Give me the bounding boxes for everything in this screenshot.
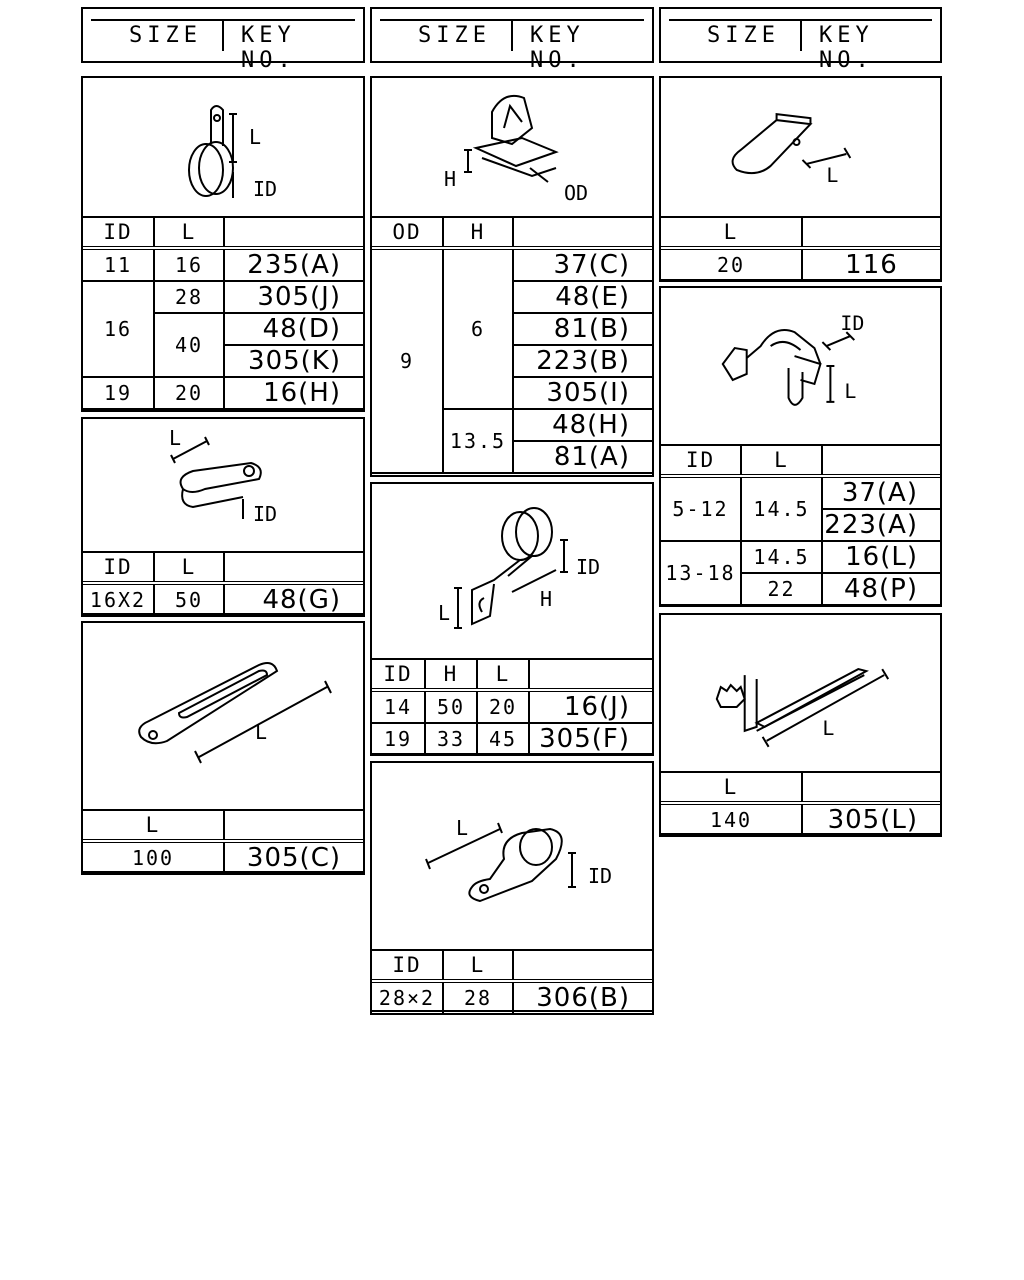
cell-key: 223(B) bbox=[513, 345, 653, 377]
header-size: SIZE bbox=[418, 23, 491, 48]
cell-id: 16X2 bbox=[82, 583, 154, 616]
clip-e-drawing bbox=[372, 763, 652, 949]
label-l: L bbox=[826, 163, 839, 187]
cell-l: 20 bbox=[154, 377, 224, 409]
clip-h-table bbox=[659, 771, 942, 837]
panel-clip-f bbox=[659, 76, 942, 281]
cell-id: 16 bbox=[82, 281, 154, 377]
panel-clip-e bbox=[370, 761, 654, 1012]
header-key-no: KEY NO. bbox=[819, 23, 874, 73]
clip-g-drawing bbox=[661, 288, 940, 444]
cell-h: 13.5 bbox=[443, 409, 513, 473]
col-key bbox=[513, 950, 653, 981]
cell-l: 20 bbox=[477, 690, 529, 723]
clip-d-drawing bbox=[372, 484, 652, 658]
cell-od: 9 bbox=[371, 248, 443, 473]
cell-l: 28 bbox=[154, 281, 224, 313]
cell-id: 11 bbox=[82, 248, 154, 281]
label-l: L bbox=[438, 601, 451, 625]
label-h: H bbox=[444, 167, 457, 191]
panel-clip-a bbox=[81, 76, 365, 412]
col-h: H bbox=[443, 217, 513, 248]
cell-key: 37(A) bbox=[822, 476, 941, 509]
col-key bbox=[802, 217, 941, 248]
clip-e-table bbox=[370, 949, 654, 1015]
clip-d-figure bbox=[372, 484, 652, 658]
header-key-no: KEY NO. bbox=[530, 23, 585, 73]
cell-key: 306(B) bbox=[513, 981, 653, 1014]
label-l: L bbox=[255, 720, 268, 744]
col-l: L bbox=[154, 217, 224, 248]
label-od: OD bbox=[564, 181, 589, 205]
clip-a-drawing bbox=[83, 78, 363, 216]
header-col-1 bbox=[81, 7, 365, 73]
cell-l: 16 bbox=[154, 248, 224, 281]
header-divider bbox=[511, 21, 513, 51]
header-divider bbox=[222, 21, 224, 51]
cell-key: 305(K) bbox=[224, 345, 364, 377]
col-l: L bbox=[154, 552, 224, 583]
clip-h-figure bbox=[661, 615, 940, 771]
header-size: SIZE bbox=[707, 23, 780, 48]
clip-b-figure bbox=[83, 419, 363, 551]
strap-drawing bbox=[83, 623, 363, 809]
cell-l: 28 bbox=[443, 981, 513, 1014]
col-id: ID bbox=[82, 552, 154, 583]
cell-l: 20 bbox=[660, 248, 802, 281]
clip-h-drawing bbox=[661, 615, 940, 771]
cell-l: 100 bbox=[82, 841, 224, 874]
clip-f-table bbox=[659, 216, 942, 282]
col-l: L bbox=[82, 810, 224, 841]
cell-l: 14.5 bbox=[741, 476, 822, 541]
label-l: L bbox=[169, 426, 182, 450]
strap-figure bbox=[83, 623, 363, 809]
panel-clip-b bbox=[81, 417, 365, 615]
clip-e-figure bbox=[372, 763, 652, 949]
label-id: ID bbox=[576, 555, 601, 579]
cell-key: 48(G) bbox=[224, 583, 364, 616]
cell-key: 305(I) bbox=[513, 377, 653, 409]
col-key bbox=[529, 659, 653, 690]
cell-key: 48(D) bbox=[224, 313, 364, 345]
col-l: L bbox=[660, 217, 802, 248]
cell-key: 305(F) bbox=[529, 723, 653, 755]
label-id: ID bbox=[253, 177, 278, 201]
panel-clip-d bbox=[370, 482, 654, 755]
cell-l: 40 bbox=[154, 313, 224, 377]
clip-a-figure bbox=[83, 78, 363, 216]
clip-d-table bbox=[370, 658, 654, 756]
clip-b-table bbox=[81, 551, 365, 617]
cell-h: 50 bbox=[425, 690, 477, 723]
label-l: L bbox=[249, 125, 262, 149]
clip-a-table bbox=[81, 216, 365, 410]
cell-key: 48(P) bbox=[822, 573, 941, 605]
cell-id: 19 bbox=[82, 377, 154, 409]
header-key-no: KEY NO. bbox=[241, 23, 296, 73]
panel-clip-h bbox=[659, 613, 942, 835]
cell-l: 45 bbox=[477, 723, 529, 755]
col-id: ID bbox=[82, 217, 154, 248]
cell-key: 81(A) bbox=[513, 441, 653, 473]
clip-f-figure bbox=[661, 78, 940, 216]
clip-c-figure bbox=[372, 78, 652, 216]
cell-id: 14 bbox=[371, 690, 425, 723]
cell-id: 5-12 bbox=[660, 476, 741, 541]
col-h: H bbox=[425, 659, 477, 690]
clip-c-drawing bbox=[372, 78, 652, 216]
clip-f-drawing bbox=[661, 78, 940, 216]
panel-clip-g bbox=[659, 286, 942, 607]
cell-key: 305(J) bbox=[224, 281, 364, 313]
col-key bbox=[224, 552, 364, 583]
label-id: ID bbox=[840, 312, 865, 336]
col-key bbox=[822, 445, 941, 476]
cell-key: 116 bbox=[802, 248, 941, 281]
col-id: ID bbox=[371, 659, 425, 690]
cell-id: 19 bbox=[371, 723, 425, 755]
col-l: L bbox=[741, 445, 822, 476]
clip-b-drawing bbox=[83, 419, 363, 551]
col-l: L bbox=[477, 659, 529, 690]
col-l: L bbox=[443, 950, 513, 981]
cell-h: 33 bbox=[425, 723, 477, 755]
label-l: L bbox=[456, 816, 469, 840]
col-id: ID bbox=[371, 950, 443, 981]
cell-key: 48(H) bbox=[513, 409, 653, 441]
cell-l: 140 bbox=[660, 803, 802, 836]
clip-g-figure bbox=[661, 288, 940, 444]
col-id: ID bbox=[660, 445, 741, 476]
cell-key: 48(E) bbox=[513, 281, 653, 313]
clip-g-table bbox=[659, 444, 942, 606]
cell-id: 13-18 bbox=[660, 541, 741, 605]
col-l: L bbox=[660, 772, 802, 803]
cell-key: 305(L) bbox=[802, 803, 941, 836]
cell-key: 16(H) bbox=[224, 377, 364, 409]
strap-table bbox=[81, 809, 365, 875]
col-key bbox=[224, 217, 364, 248]
cell-key: 223(A) bbox=[822, 509, 941, 541]
cell-key: 16(J) bbox=[529, 690, 653, 723]
cell-l: 22 bbox=[741, 573, 822, 605]
col-od: OD bbox=[371, 217, 443, 248]
cell-key: 305(C) bbox=[224, 841, 364, 874]
panel-clip-c bbox=[370, 76, 654, 477]
cell-h: 6 bbox=[443, 248, 513, 409]
header-size: SIZE bbox=[129, 23, 202, 48]
cell-key: 81(B) bbox=[513, 313, 653, 345]
cell-l: 50 bbox=[154, 583, 224, 616]
col-key bbox=[224, 810, 364, 841]
header-col-3 bbox=[659, 7, 942, 73]
header-divider bbox=[800, 21, 802, 51]
header-col-2 bbox=[370, 7, 654, 73]
label-h: H bbox=[540, 587, 553, 611]
cell-l: 14.5 bbox=[741, 541, 822, 573]
label-id: ID bbox=[588, 864, 613, 888]
cell-key: 37(C) bbox=[513, 248, 653, 281]
clip-c-table bbox=[370, 216, 654, 474]
cell-key: 16(L) bbox=[822, 541, 941, 573]
cell-id: 28×2 bbox=[371, 981, 443, 1014]
label-l: L bbox=[822, 716, 835, 740]
label-id: ID bbox=[253, 502, 278, 526]
col-key bbox=[802, 772, 941, 803]
panel-strap bbox=[81, 621, 365, 873]
cell-key: 235(A) bbox=[224, 248, 364, 281]
col-key bbox=[513, 217, 653, 248]
label-l: L bbox=[844, 379, 857, 403]
